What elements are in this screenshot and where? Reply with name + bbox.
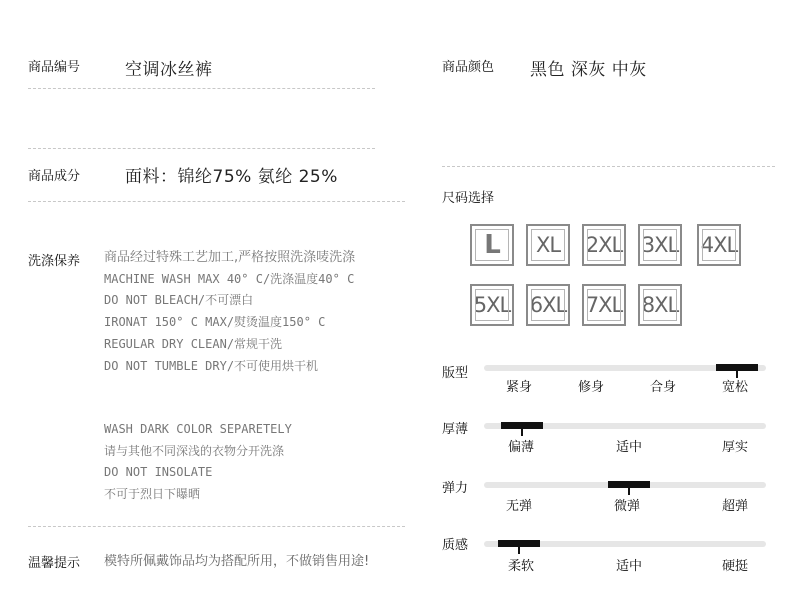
scale-elasticity-option: 超弹 xyxy=(722,499,749,514)
divider xyxy=(28,526,405,527)
scale-thickness-option: 偏薄 xyxy=(508,440,535,455)
care-line: 商品经过特殊工艺加工,严格按照洗涤唛洗涤 xyxy=(104,250,356,265)
care-line: DO NOT INSOLATE xyxy=(104,465,213,480)
scale-texture-marker xyxy=(498,540,540,547)
scale-texture-option: 柔软 xyxy=(508,559,535,574)
size-option-label: 2XL xyxy=(585,233,623,257)
scale-elasticity-marker xyxy=(608,481,650,488)
size-option-l[interactable] xyxy=(470,224,514,266)
scale-thickness-marker xyxy=(501,422,543,429)
blank-block xyxy=(28,98,78,128)
scale-thickness-marker-tick xyxy=(521,429,523,436)
size-option-label: 3XL xyxy=(641,233,679,257)
care-line: DO NOT TUMBLE DRY/不可使用烘干机 xyxy=(104,358,319,373)
size-option-label: L xyxy=(484,230,500,260)
size-option-2xl[interactable] xyxy=(582,224,626,266)
product-code-label: 商品编号 xyxy=(28,60,81,75)
size-option-8xl[interactable] xyxy=(638,284,682,326)
care-line: REGULAR DRY CLEAN/常规干洗 xyxy=(104,336,283,351)
scale-fit-option: 合身 xyxy=(650,380,677,395)
scale-texture-option: 硬挺 xyxy=(722,559,749,574)
composition-value: 面料：锦纶75% 氨纶 25% xyxy=(125,167,338,187)
size-option-label: XL xyxy=(535,233,561,257)
care-instructions-2 xyxy=(104,419,292,506)
color-value: 黑色 深灰 中灰 xyxy=(530,60,647,80)
scale-elasticity-marker-tick xyxy=(628,488,630,495)
scale-texture-option: 适中 xyxy=(616,559,643,574)
care-line: 请与其他不同深浅的衣物分开洗涤 xyxy=(104,443,285,458)
size-option-label: 7XL xyxy=(585,293,623,317)
size-option-label: 8XL xyxy=(641,293,679,317)
divider xyxy=(442,166,775,167)
size-option-label: 5XL xyxy=(473,293,511,317)
divider xyxy=(28,148,375,149)
scale-thickness-label: 厚薄 xyxy=(442,422,469,437)
scale-thickness-option: 厚实 xyxy=(722,440,749,455)
scale-texture-label: 质感 xyxy=(442,538,469,553)
composition-label: 商品成分 xyxy=(28,169,81,184)
care-line: MACHINE WASH MAX 40° C/洗涤温度40° C xyxy=(104,271,355,286)
scale-texture-marker-tick xyxy=(518,547,520,554)
scale-fit-option: 宽松 xyxy=(722,380,749,395)
size-option-6xl[interactable] xyxy=(526,284,570,326)
size-option-label: 4XL xyxy=(700,233,738,257)
scale-elasticity-option: 无弹 xyxy=(506,499,533,514)
scale-thickness-option: 适中 xyxy=(616,440,643,455)
scale-fit-option: 修身 xyxy=(578,380,605,395)
color-label: 商品颜色 xyxy=(442,60,495,75)
scale-elasticity-option: 微弹 xyxy=(614,499,641,514)
size-option-7xl[interactable] xyxy=(582,284,626,326)
size-label: 尺码选择 xyxy=(442,191,495,206)
size-option-3xl[interactable] xyxy=(638,224,682,266)
scale-fit-label: 版型 xyxy=(442,366,469,381)
scale-fit-option: 紧身 xyxy=(506,380,533,395)
care-label: 洗涤保养 xyxy=(28,254,81,269)
care-line: 不可于烈日下曝晒 xyxy=(104,487,201,502)
product-code-value: 空调冰丝裤 xyxy=(125,60,213,80)
notice-label: 温馨提示 xyxy=(28,556,81,571)
divider xyxy=(28,88,375,89)
size-option-4xl[interactable] xyxy=(697,224,741,266)
care-line: DO NOT BLEACH/不可漂白 xyxy=(104,293,254,308)
divider xyxy=(28,201,405,202)
size-option-label: 6XL xyxy=(529,293,567,317)
scale-fit-marker xyxy=(716,364,758,371)
care-line: WASH DARK COLOR SEPARETELY xyxy=(104,422,292,436)
notice-text: 模特所佩戴饰品均为搭配所用，不做销售用途! xyxy=(104,554,370,569)
care-instructions xyxy=(104,247,355,377)
care-line: IRONAT 150° C MAX/熨烫温度150° C xyxy=(104,315,326,330)
scale-elasticity-label: 弹力 xyxy=(442,481,469,496)
size-option-xl[interactable] xyxy=(526,224,570,266)
size-option-5xl[interactable] xyxy=(470,284,514,326)
